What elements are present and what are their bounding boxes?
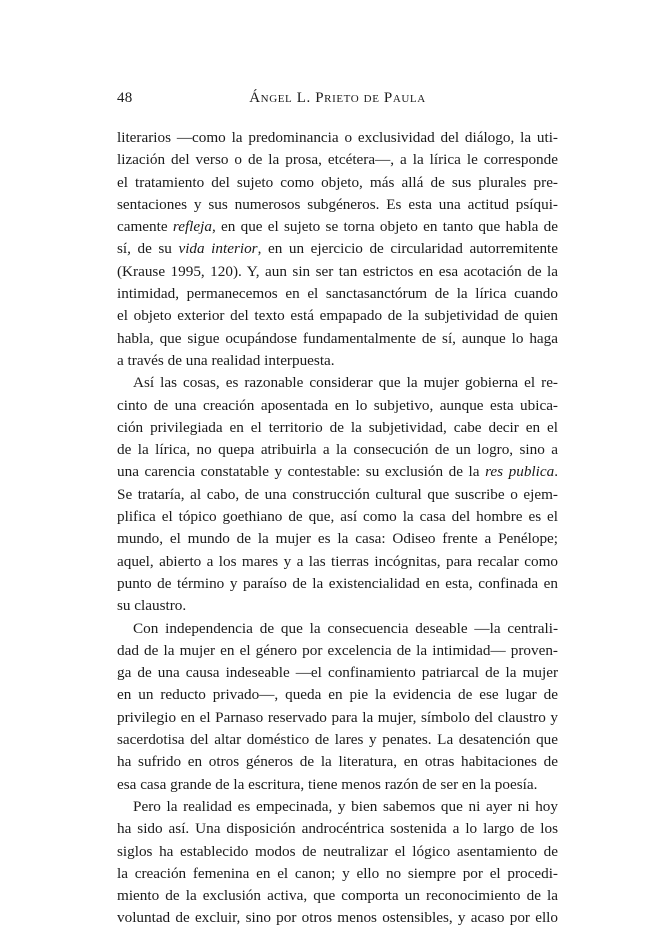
text-line xyxy=(117,707,558,729)
text-line xyxy=(117,751,558,773)
text-line xyxy=(117,261,558,283)
text-run: Se trataría, al cabo, de una construcción cultural que suscribe o ejem- xyxy=(117,485,558,503)
text-line xyxy=(117,796,558,818)
text-run: ha sido así. Una disposición androcéntrica sostenida a lo largo de los xyxy=(117,820,558,838)
text-line xyxy=(117,417,558,439)
text-run: una carencia constatable y contestable: su exclusión de la xyxy=(117,463,486,481)
text-line xyxy=(117,863,558,885)
text-run: privilegio en el Parnaso reservado para la mujer, símbolo del claustro y xyxy=(117,708,558,726)
text-run: Pero la realidad es empecinada, y bien sabemos que ni ayer ni hoy xyxy=(133,797,558,815)
text-line xyxy=(117,618,558,640)
text-run: punto de término y paraíso de la existencialidad en esta, confinada en xyxy=(117,574,558,592)
text-run: habla, que sigue ocupándose fundamentalmente de sí, aunque lo haga xyxy=(117,329,558,347)
text-run: . xyxy=(554,463,558,481)
text-line xyxy=(117,506,558,528)
paragraph xyxy=(117,372,558,617)
text-line xyxy=(117,841,558,863)
text-run: sentaciones y sus numerosos subgéneros. Es esta una actitud psíqui- xyxy=(117,195,558,213)
text-run: el tratamiento del sujeto como objeto, más allá de sus plurales pre- xyxy=(117,173,558,191)
page-number: 48 xyxy=(117,90,133,106)
text-line xyxy=(117,328,558,350)
italic-term: res publica xyxy=(485,463,555,481)
text-run: ga de una causa indeseable —el confinamiento patriarcal de la mujer xyxy=(117,664,558,682)
text-line xyxy=(117,149,558,171)
text-run: aquel, abierto a los mares y a las tierras incógnitas, para recalar como xyxy=(117,552,558,570)
text-run: esa casa grande de la escritura, tiene menos razón de ser en la poesía. xyxy=(117,775,538,793)
text-run: miento de la exclusión activa, que comporta un reconocimiento de la xyxy=(117,887,558,905)
text-run: plifica el tópico goethiano de que, así como la casa del hombre es el xyxy=(117,508,558,526)
running-head xyxy=(117,90,558,112)
text-line xyxy=(117,818,558,840)
text-run: ción privilegiada en el territorio de la subjetividad, cabe decir en el xyxy=(117,418,558,436)
text-run: siglos ha establecido modos de neutralizar el lógico asentamiento de xyxy=(117,842,558,860)
text-run: su claustro. xyxy=(117,597,187,615)
text-run: mundo, el mundo de la mujer es la casa: Odiseo frente a Penélope; xyxy=(117,530,558,548)
text-run: camente xyxy=(117,218,173,236)
italic-term: vida interior xyxy=(178,240,258,258)
text-line xyxy=(117,729,558,751)
text-run: de la lírica, no quepa atribuirla a la consecución de un logro, sino a xyxy=(117,441,558,459)
text-run: el objeto exterior del texto está empapado de la subjetividad de quien xyxy=(117,307,558,325)
text-run: sí, de su xyxy=(117,240,179,258)
text-line xyxy=(117,484,558,506)
text-run: , en un ejercicio de circularidad autorremitente xyxy=(257,240,558,258)
text-run: dad de la mujer en el género por excelencia de la intimidad— proven- xyxy=(117,641,558,659)
text-run: cinto de una creación aposentada en lo subjetivo, aunque esta ubica- xyxy=(117,396,558,414)
text-line xyxy=(117,907,558,929)
text-run: lización del verso o de la prosa, etcétera—, a la lírica le corresponde xyxy=(117,151,558,169)
text-run: (Krause 1995, 120). Y, aun sin ser tan estrictos en esa acotación de la xyxy=(117,262,558,280)
text-line xyxy=(117,573,558,595)
paragraph xyxy=(117,618,558,796)
paragraph xyxy=(117,127,558,372)
text-line xyxy=(117,528,558,550)
text-run: la creación femenina en el canon; y ello no siempre por el procedi- xyxy=(117,864,558,882)
text-run: a través de una realidad interpuesta. xyxy=(117,351,335,369)
text-run: ha sufrido en otros géneros de la literatura, en otras habitaciones de xyxy=(117,753,558,771)
text-line xyxy=(117,194,558,216)
text-line xyxy=(117,662,558,684)
body-text xyxy=(117,127,558,930)
text-line xyxy=(117,439,558,461)
text-line xyxy=(117,640,558,662)
text-run: literarios —como la predominancia o exclusividad del diálogo, la uti- xyxy=(117,129,558,146)
text-run: , en que el sujeto se torna objeto en tanto que habla de xyxy=(211,218,558,236)
text-line xyxy=(117,461,558,483)
paragraph xyxy=(117,796,558,930)
text-run: Así las cosas, es razonable considerar que la mujer gobierna el re- xyxy=(133,374,558,392)
text-line xyxy=(117,774,558,796)
text-run: en un reducto privado—, queda en pie la evidencia de ese lugar de xyxy=(117,686,558,704)
text-line xyxy=(117,372,558,394)
text-line xyxy=(117,216,558,238)
text-run: voluntad de excluir, sino por otros menos ostensibles, y acaso por ello xyxy=(117,909,558,927)
text-line xyxy=(117,595,558,617)
text-line xyxy=(117,127,558,149)
text-line xyxy=(117,684,558,706)
text-run: sacerdotisa del altar doméstico de lares y penates. La desatención que xyxy=(117,731,558,749)
text-line xyxy=(117,283,558,305)
text-line xyxy=(117,350,558,372)
text-line xyxy=(117,172,558,194)
text-line xyxy=(117,305,558,327)
text-run: intimidad, permanecemos en el sanctasanctórum de la lírica cuando xyxy=(117,285,558,303)
text-line xyxy=(117,551,558,573)
italic-term: refleja xyxy=(172,218,212,236)
text-line xyxy=(117,238,558,260)
text-line xyxy=(117,395,558,417)
running-head-author: Ángel L. Prieto de Paula xyxy=(249,90,426,106)
text-line xyxy=(117,885,558,907)
text-run: Con independencia de que la consecuencia deseable —la centrali- xyxy=(133,619,558,637)
